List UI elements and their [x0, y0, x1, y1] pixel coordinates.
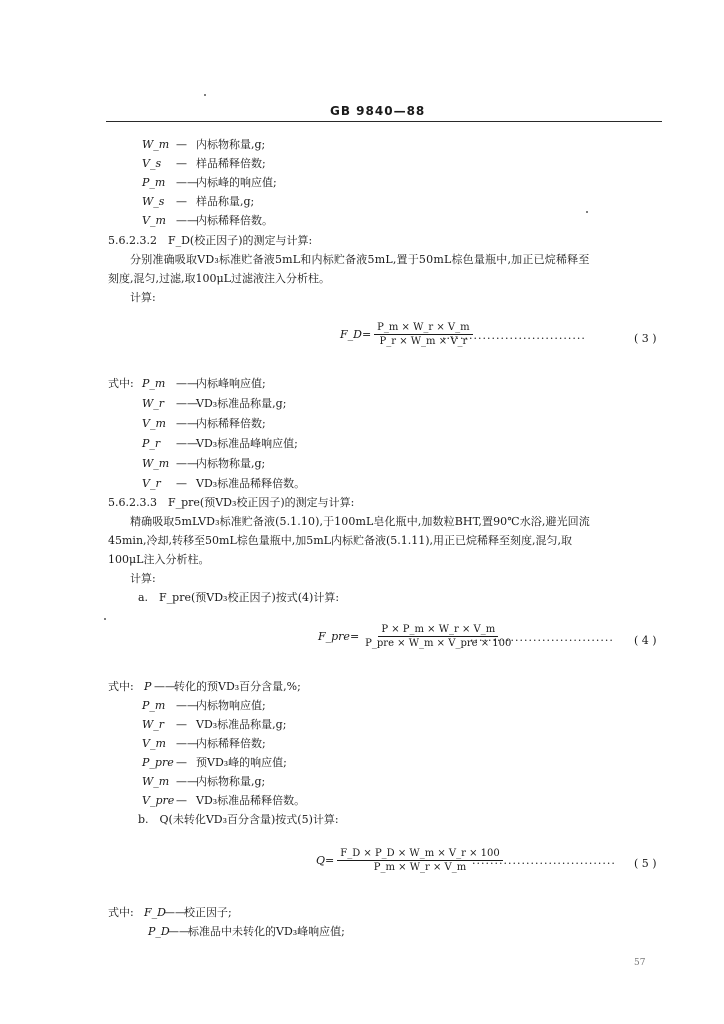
where-label: 式中: [108, 377, 134, 390]
var-symbol: W_s [142, 195, 165, 208]
paragraph-line: 刻度,混匀,过滤,取100μL过滤液注入分析柱。 [108, 272, 330, 285]
var-def: P ——转化的预VD₃百分含量,%; [144, 680, 301, 693]
var-def: P_m ——内标物响应值; [142, 699, 266, 712]
where-label: 式中: [108, 906, 134, 919]
section-heading-5623-2: 5.6.2.3.2 F_D(校正因子)的测定与计算: [108, 234, 313, 247]
equation-4: F_pre= $\frac{P \times P\_m \times W\_r \times V\_m}{\text{P\_pre × W\_m × V\_pre × 100}}$ [318, 624, 514, 649]
equation-3: F_D= $\frac{P\_m \times W\_r \times V\_m}{P\_r \times W\_m \times V\_r}$ [340, 322, 473, 347]
var-symbol: P_m [142, 699, 166, 712]
scan-speck [586, 211, 588, 213]
page-number: 57 [634, 958, 646, 968]
equation-number: ( 3 ) [634, 332, 657, 345]
paragraph-line: 100μL注入分析柱。 [108, 553, 210, 566]
paragraph-line: 精确吸取5mLVD₃标准贮备液(5.1.10),于100mL皂化瓶中,加数粒BHT,置90℃水浴,避光回流 [130, 515, 590, 528]
var-def: F_D——校正因子; [144, 906, 232, 919]
equation-number: ( 4 ) [634, 634, 657, 647]
var-def-vm: V_m ——内标稀释倍数。 [142, 214, 273, 227]
fraction: $\frac{P \times P\_m \times W\_r \times V\_m}{\text{P\_pre × W\_m × V\_pre × 100}}$ [365, 624, 512, 649]
var-def: P_m ——内标峰响应值; [142, 377, 266, 390]
var-symbol: V_s [142, 157, 162, 170]
scan-speck [204, 94, 206, 96]
calc-label: 计算: [130, 572, 156, 585]
var-symbol: W_m [142, 457, 170, 470]
leader-dots: ································ [442, 332, 586, 345]
var-symbol: F_D [144, 906, 166, 919]
var-symbol: P_pre [142, 756, 174, 769]
fraction: $\frac{F\_D \times P\_D \times W\_m \times V\_r \times 100}{P\_m \times W\_r \times V\_m}$ [337, 848, 503, 873]
leader-dots: ································ [470, 634, 614, 647]
var-def: V_r — VD₃标准品稀释倍数。 [142, 477, 306, 490]
var-def: W_m ——内标物称量,g; [142, 775, 266, 788]
var-symbol: P_D [148, 925, 170, 938]
var-def: W_r ——VD₃标准品称量,g; [142, 397, 287, 410]
standard-code-header: GB 9840—88 [330, 104, 426, 118]
var-symbol: W_r [142, 718, 165, 731]
var-def-wm: W_m — 内标物称量,g; [142, 138, 266, 151]
paragraph-line: 分别准确吸取VD₃标准贮备液5mL和内标贮备液5mL,置于50mL棕色量瓶中,加正已烷稀释至 [130, 253, 590, 266]
var-symbol: W_m [142, 775, 170, 788]
var-symbol: P [144, 680, 152, 693]
var-def: V_m ——内标稀释倍数; [142, 417, 266, 430]
item-a: a. F_pre(预VD₃校正因子)按式(4)计算: [138, 591, 340, 604]
var-symbol: P_m [142, 176, 166, 189]
var-def: P_r ——VD₃标准品峰响应值; [142, 437, 298, 450]
where-label: 式中: [108, 680, 134, 693]
var-symbol: W_m [142, 138, 170, 151]
var-def: P_D——标准品中未转化的VD₃峰响应值; [148, 925, 345, 938]
leader-dots: ································ [472, 857, 616, 870]
var-def: W_r — VD₃标准品称量,g; [142, 718, 287, 731]
paragraph-line: 45min,冷却,转移至50mL棕色量瓶中,加5mL内标贮备液(5.1.11),用正已烷稀释至刻度,混匀,取 [108, 534, 573, 547]
var-symbol: V_r [142, 477, 161, 490]
var-symbol: P_m [142, 377, 166, 390]
var-def: P_pre — 预VD₃峰的响应值; [142, 756, 287, 769]
var-def: V_m ——内标稀释倍数; [142, 737, 266, 750]
var-symbol: P_r [142, 437, 161, 450]
var-def: W_m ——内标物称量,g; [142, 457, 266, 470]
var-symbol: W_r [142, 397, 165, 410]
var-symbol: V_m [142, 737, 166, 750]
equation-number: ( 5 ) [634, 857, 657, 870]
var-def-vs: V_s — 样品稀释倍数; [142, 157, 266, 170]
calc-label: 计算: [130, 291, 156, 304]
header-rule [106, 121, 662, 122]
var-def: V_pre — VD₃标准品稀释倍数。 [142, 794, 306, 807]
var-symbol: V_m [142, 417, 166, 430]
var-def-pm: P_m ——内标峰的响应值; [142, 176, 277, 189]
scan-speck [104, 618, 106, 620]
item-b: b. Q(未转化VD₃百分含量)按式(5)计算: [138, 813, 339, 826]
var-symbol: V_pre [142, 794, 175, 807]
var-def-ws: W_s — 样品称量,g; [142, 195, 255, 208]
equation-5: Q= $\frac{F\_D \times P\_D \times W\_m \times V\_r \times 100}{P\_m \times W\_r \times V\_m}$ [316, 848, 503, 873]
fraction: $\frac{P\_m \times W\_r \times V\_m}{P\_r \times W\_m \times V\_r}$ [374, 322, 472, 347]
section-heading-5623-3: 5.6.2.3.3 F_pre(预VD₃校正因子)的测定与计算: [108, 496, 355, 509]
var-symbol: V_m [142, 214, 166, 227]
